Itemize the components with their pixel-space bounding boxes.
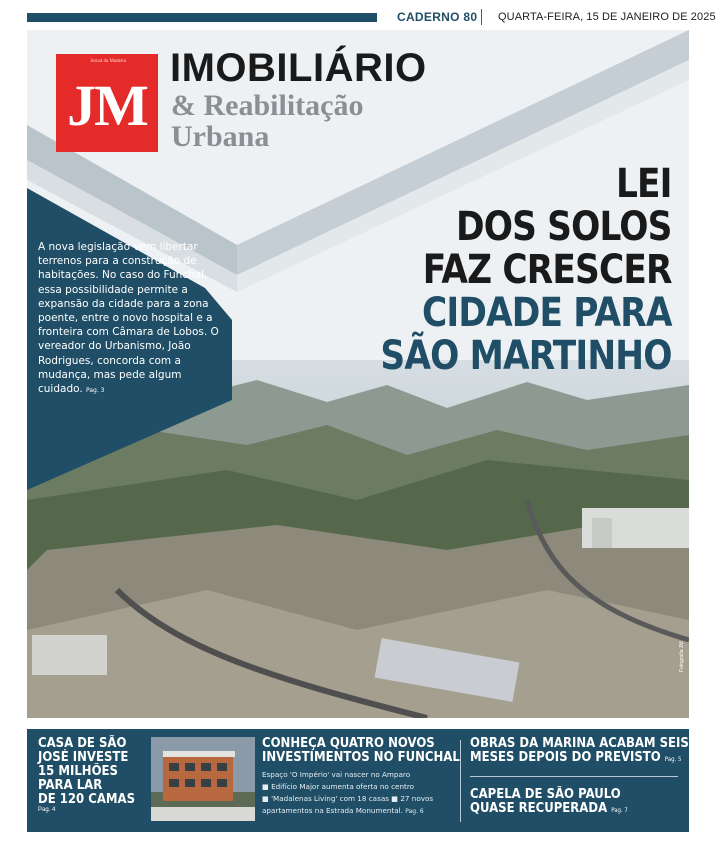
story4-title-2: QUASE RECUPERADA bbox=[470, 801, 608, 816]
teaser-story-3[interactable] bbox=[470, 737, 713, 767]
lead-page-ref: Pag. 3 bbox=[86, 387, 105, 395]
photo-credit: Fotografia JM bbox=[679, 641, 685, 672]
building-thumbnail-image bbox=[151, 737, 255, 821]
lead-text: A nova legislação vem libertar terrenos para a construção de habitações. No caso do Funchal, essa possibilidade permite a expansão da cidade para a zona poente, entre o novo hospital e a fronteira com Câmara de Lobos. O vereador do Urbanismo, João Rodrigues, concorda com a mudança, mas pede algum cuidado. bbox=[38, 241, 219, 396]
story4-title-2-row bbox=[470, 802, 628, 818]
teaser-story-4[interactable] bbox=[470, 788, 645, 818]
headline-line-5: SÃO MARTINHO bbox=[380, 333, 672, 379]
story1-title-2: JOSÉ INVESTE bbox=[38, 750, 129, 765]
jm-logo bbox=[56, 54, 158, 152]
story2-page-ref: Pag. 6 bbox=[405, 808, 424, 815]
story2-thumbnail[interactable] bbox=[151, 737, 255, 821]
story2-body-4-row bbox=[262, 805, 482, 818]
story4-page-ref: Pag. 7 bbox=[611, 807, 628, 814]
issue-date: QUARTA-FEIRA, 15 DE JANEIRO DE 2025 bbox=[498, 11, 716, 23]
lead-paragraph bbox=[38, 240, 228, 398]
story3-title-2: MESES DEPOIS DO PREVISTO bbox=[470, 750, 661, 765]
supplement-title: IMOBILIÁRIO bbox=[170, 46, 427, 90]
section-label: CADERNO 80 bbox=[397, 10, 478, 24]
teaser-story-1[interactable] bbox=[38, 737, 146, 813]
story3-title-1: OBRAS DA MARINA ACABAM SEIS bbox=[470, 736, 689, 751]
story2-title-1: CONHEÇA QUATRO NOVOS bbox=[262, 736, 435, 751]
story2-body-3: ■ 'Madalenas Living' com 18 casas ■ 27 novos bbox=[262, 794, 434, 803]
story4-title-1: CAPELA DE SÃO PAULO bbox=[470, 787, 621, 802]
story2-title-2: INVESTIMENTOS NO FUNCHAL bbox=[262, 750, 460, 765]
story3-page-ref: Pag. 5 bbox=[664, 756, 682, 763]
headline-line-3: FAZ CRESCER bbox=[423, 247, 672, 293]
story1-title-3: 15 MILHÕES bbox=[38, 764, 118, 779]
story1-title-4: PARA LAR bbox=[38, 778, 103, 793]
supplement-subtitle-1: & Reabilitação bbox=[171, 89, 364, 122]
story-divider bbox=[470, 776, 678, 777]
supplement-subtitle-2: Urbana bbox=[171, 120, 270, 153]
header-separator bbox=[481, 9, 482, 25]
story2-body-4: apartamentos na Estrada Monumental. bbox=[262, 806, 403, 815]
strip-divider bbox=[460, 740, 461, 822]
headline-line-2: DOS SOLOS bbox=[456, 204, 672, 250]
story1-title-5: DE 120 CAMAS bbox=[38, 792, 136, 807]
top-rule bbox=[27, 13, 377, 22]
story1-page-ref: Pag. 4 bbox=[38, 807, 56, 813]
headline-line-1: LEI bbox=[616, 161, 672, 207]
story1-title-1: CASA DE SÃO bbox=[38, 736, 127, 751]
story2-body-2: ■ Edifício Major aumenta oferta no centro bbox=[262, 782, 415, 791]
teaser-story-2[interactable] bbox=[262, 737, 482, 818]
story2-body-1: Espaço 'O Império' vai nascer no Amparo bbox=[262, 770, 411, 779]
main-headline bbox=[381, 163, 672, 378]
story3-title-2-row bbox=[470, 751, 689, 767]
logo-text: JM bbox=[67, 73, 147, 138]
headline-line-4: CIDADE PARA bbox=[422, 290, 672, 336]
logo-tagline: Jornal da Madeira bbox=[90, 59, 127, 64]
